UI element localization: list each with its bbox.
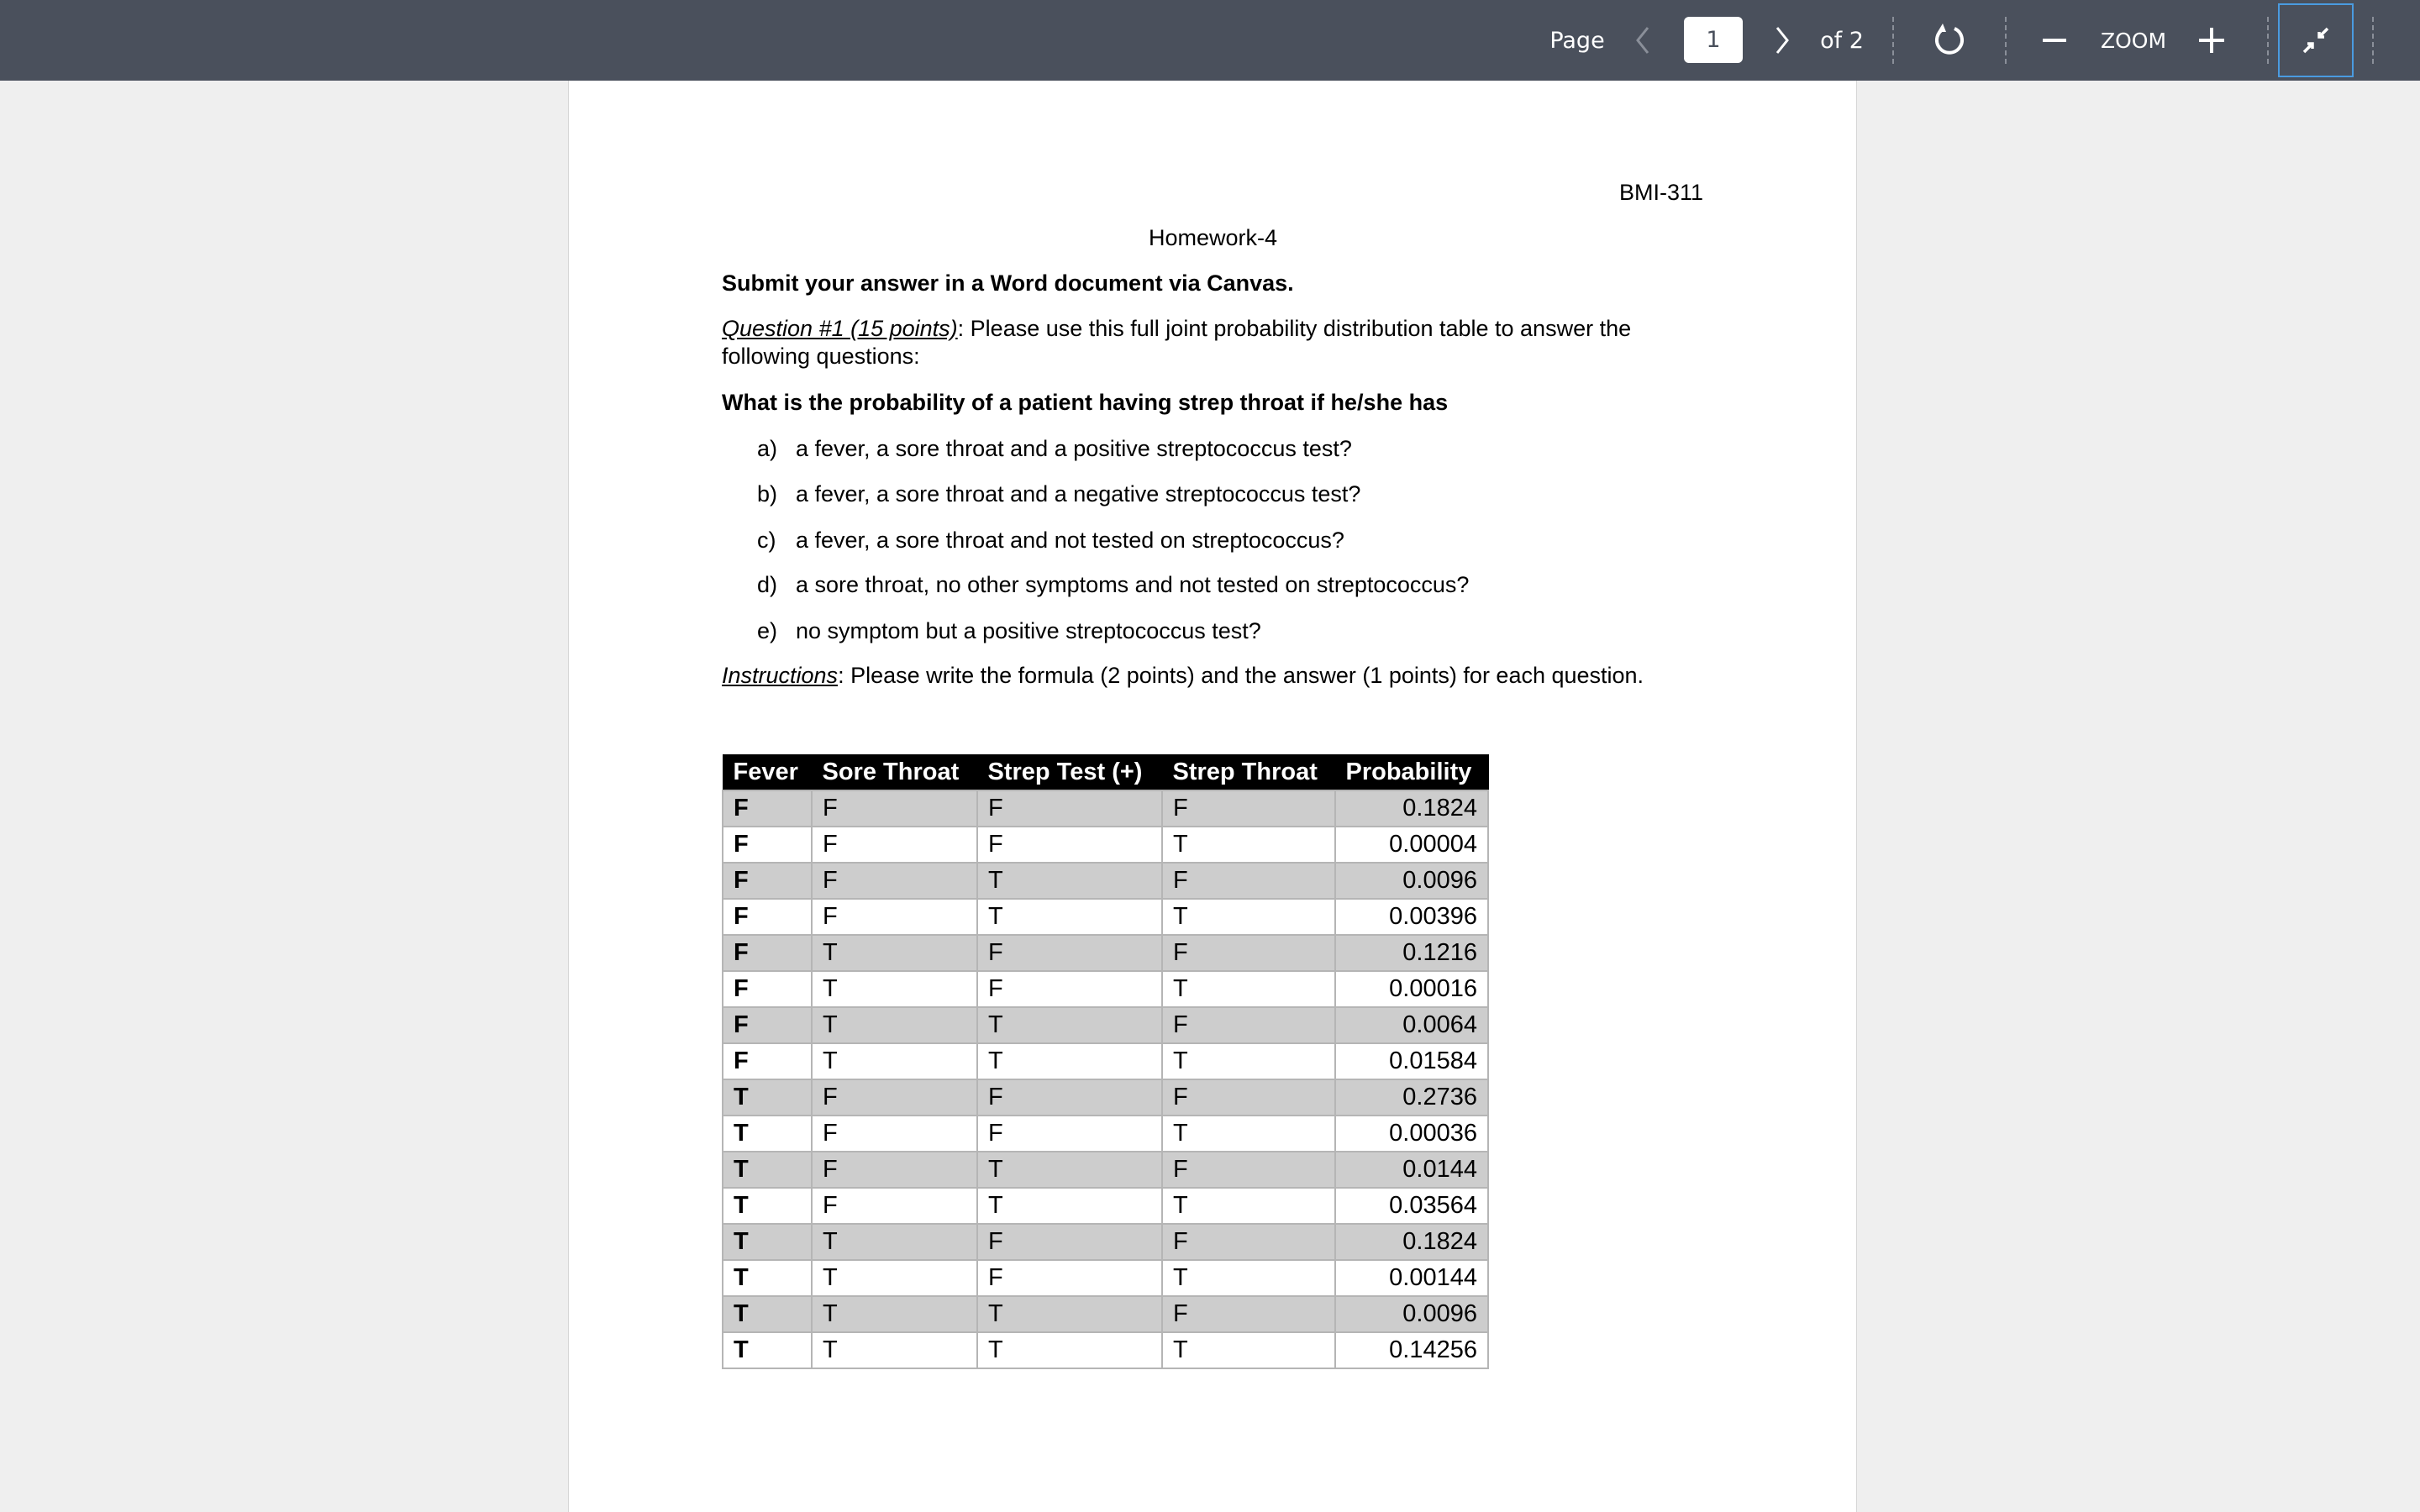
rotate-button[interactable]: [1931, 0, 1968, 81]
question-text-cont: following questions:: [722, 344, 920, 369]
zoom-out-button[interactable]: [2040, 0, 2069, 81]
table-cell: T: [812, 935, 977, 971]
table-cell: T: [723, 1152, 812, 1188]
plus-icon: [2199, 28, 2224, 53]
table-cell: F: [977, 1224, 1162, 1260]
table-cell: F: [723, 790, 812, 827]
table-cell: 0.0096: [1335, 1296, 1488, 1332]
rotate-icon: [1933, 22, 1966, 59]
table-cell: F: [1162, 935, 1335, 971]
chevron-left-icon: [1634, 26, 1651, 55]
table-cell: F: [812, 863, 977, 899]
table-cell: F: [723, 935, 812, 971]
table-cell: T: [723, 1260, 812, 1296]
table-cell: 0.03564: [1335, 1188, 1488, 1224]
document-title: Homework-4: [1149, 225, 1278, 250]
table-cell: F: [723, 863, 812, 899]
toolbar-divider: [2005, 17, 2007, 64]
table-cell: 0.01584: [1335, 1043, 1488, 1079]
item-text: a fever, a sore throat and a negative streptococcus test?: [796, 481, 1361, 507]
column-header: Probability: [1335, 755, 1488, 790]
table-cell: 0.00396: [1335, 899, 1488, 935]
table-row: [723, 863, 1488, 899]
table-cell: F: [1162, 1296, 1335, 1332]
table-cell: F: [1162, 1079, 1335, 1116]
instructions-text: : Please write the formula (2 points) and the answer (1 points) for each question.: [838, 663, 1644, 688]
table-row: [723, 1007, 1488, 1043]
table-cell: 0.00036: [1335, 1116, 1488, 1152]
table-cell: T: [723, 1224, 812, 1260]
table-cell: T: [1162, 1260, 1335, 1296]
probability-table: [722, 754, 1489, 1369]
list-item: [757, 528, 1344, 554]
table-cell: T: [723, 1079, 812, 1116]
table-row: [723, 1332, 1488, 1368]
table-row: [723, 827, 1488, 863]
item-text: a fever, a sore throat and a positive streptococcus test?: [796, 436, 1352, 461]
table-cell: F: [977, 790, 1162, 827]
page-count: of 2: [1820, 27, 1864, 54]
table-cell: T: [1162, 899, 1335, 935]
table-cell: 0.2736: [1335, 1079, 1488, 1116]
table-row: [723, 971, 1488, 1007]
table-cell: T: [977, 1296, 1162, 1332]
table-cell: T: [977, 1043, 1162, 1079]
table-row: [723, 1224, 1488, 1260]
table-cell: T: [977, 899, 1162, 935]
table-cell: 0.1216: [1335, 935, 1488, 971]
table-cell: T: [977, 1188, 1162, 1224]
next-page-button[interactable]: [1768, 0, 1797, 81]
table-cell: T: [977, 1007, 1162, 1043]
table-cell: F: [977, 827, 1162, 863]
minus-icon: [2043, 39, 2066, 42]
exit-fullscreen-button[interactable]: [2278, 3, 2354, 77]
item-letter: d): [757, 572, 778, 597]
question-prompt: What is the probability of a patient having strep throat if he/she has: [722, 390, 1449, 415]
list-item: [757, 572, 1469, 598]
item-text: no symptom but a positive streptococcus test?: [796, 618, 1261, 643]
column-header: Strep Test (+): [977, 755, 1162, 790]
table-cell: 0.00144: [1335, 1260, 1488, 1296]
instructions-label: Instructions: [722, 663, 839, 688]
table-cell: T: [977, 863, 1162, 899]
table-row: [723, 1296, 1488, 1332]
table-cell: F: [723, 827, 812, 863]
table-cell: F: [977, 971, 1162, 1007]
table-cell: T: [977, 1332, 1162, 1368]
table-cell: T: [723, 1188, 812, 1224]
item-letter: b): [757, 481, 778, 507]
table-cell: F: [812, 899, 977, 935]
zoom-label: ZOOM: [2100, 28, 2167, 53]
item-text: a sore throat, no other symptoms and not tested on streptococcus?: [796, 572, 1470, 597]
table-cell: T: [1162, 1116, 1335, 1152]
table-row: [723, 1188, 1488, 1224]
table-cell: T: [812, 1260, 977, 1296]
table-row: [723, 790, 1488, 827]
table-cell: T: [812, 1332, 977, 1368]
table-cell: F: [1162, 863, 1335, 899]
table-cell: F: [812, 1116, 977, 1152]
table-cell: 0.14256: [1335, 1332, 1488, 1368]
column-header: Sore Throat: [812, 755, 977, 790]
table-cell: T: [723, 1116, 812, 1152]
table-row: [723, 1260, 1488, 1296]
toolbar-divider: [2372, 17, 2374, 64]
table-cell: F: [977, 935, 1162, 971]
item-letter: c): [757, 528, 776, 553]
submit-instruction: Submit your answer in a Word document via Canvas.: [722, 270, 1294, 296]
table-cell: T: [1162, 971, 1335, 1007]
table-cell: 0.00016: [1335, 971, 1488, 1007]
table-cell: T: [1162, 1188, 1335, 1224]
pdf-toolbar: [0, 0, 2420, 81]
table-cell: F: [723, 1043, 812, 1079]
table-cell: F: [812, 790, 977, 827]
table-cell: 0.0096: [1335, 863, 1488, 899]
item-letter: e): [757, 618, 778, 643]
table-row: [723, 899, 1488, 935]
table-cell: T: [723, 1332, 812, 1368]
table-cell: F: [977, 1079, 1162, 1116]
table-cell: F: [977, 1260, 1162, 1296]
table-cell: T: [1162, 1332, 1335, 1368]
question-label: Question #1 (15 points): [722, 316, 958, 341]
chevron-right-icon: [1774, 26, 1791, 55]
table-cell: T: [812, 971, 977, 1007]
instructions: [722, 663, 1644, 689]
table-cell: T: [977, 1152, 1162, 1188]
table-row: [723, 935, 1488, 971]
table-cell: F: [1162, 790, 1335, 827]
pdf-page: [568, 81, 1857, 1512]
table-cell: T: [812, 1224, 977, 1260]
table-cell: F: [812, 1188, 977, 1224]
table-row: [723, 1116, 1488, 1152]
table-cell: T: [812, 1043, 977, 1079]
table-cell: F: [723, 1007, 812, 1043]
page-number-input[interactable]: 1: [1684, 17, 1743, 63]
table-cell: F: [1162, 1007, 1335, 1043]
table-cell: T: [812, 1007, 977, 1043]
list-item: [757, 618, 1261, 644]
table-cell: T: [1162, 827, 1335, 863]
list-item: [757, 436, 1352, 462]
table-cell: F: [812, 827, 977, 863]
column-header: Fever: [723, 755, 812, 790]
table-cell: F: [812, 1152, 977, 1188]
collapse-icon: [2301, 25, 2331, 55]
item-letter: a): [757, 436, 778, 461]
table-cell: F: [723, 971, 812, 1007]
zoom-in-button[interactable]: [2196, 0, 2227, 81]
table-cell: F: [1162, 1224, 1335, 1260]
table-cell: F: [723, 899, 812, 935]
table-cell: F: [977, 1116, 1162, 1152]
toolbar-divider: [1892, 17, 1894, 64]
column-header: Strep Throat: [1162, 755, 1335, 790]
toolbar-divider: [2267, 17, 2269, 64]
question-1: [722, 316, 1631, 342]
table-cell: 0.1824: [1335, 1224, 1488, 1260]
table-cell: 0.0144: [1335, 1152, 1488, 1188]
table-cell: T: [1162, 1043, 1335, 1079]
table-row: [723, 1079, 1488, 1116]
page-label: Page: [1549, 27, 1605, 54]
table-row: [723, 1043, 1488, 1079]
course-code: BMI-311: [1618, 180, 1703, 205]
table-cell: 0.0064: [1335, 1007, 1488, 1043]
table-cell: T: [812, 1296, 977, 1332]
question-text: : Please use this full joint probability distribution table to answer the: [957, 316, 1632, 341]
table-cell: 0.1824: [1335, 790, 1488, 827]
table-cell: T: [723, 1296, 812, 1332]
table-row: [723, 1152, 1488, 1188]
table-cell: 0.00004: [1335, 827, 1488, 863]
table-cell: F: [812, 1079, 977, 1116]
item-text: a fever, a sore throat and not tested on streptococcus?: [796, 528, 1344, 553]
list-item: [757, 481, 1360, 507]
table-cell: F: [1162, 1152, 1335, 1188]
previous-page-button[interactable]: [1628, 0, 1657, 81]
